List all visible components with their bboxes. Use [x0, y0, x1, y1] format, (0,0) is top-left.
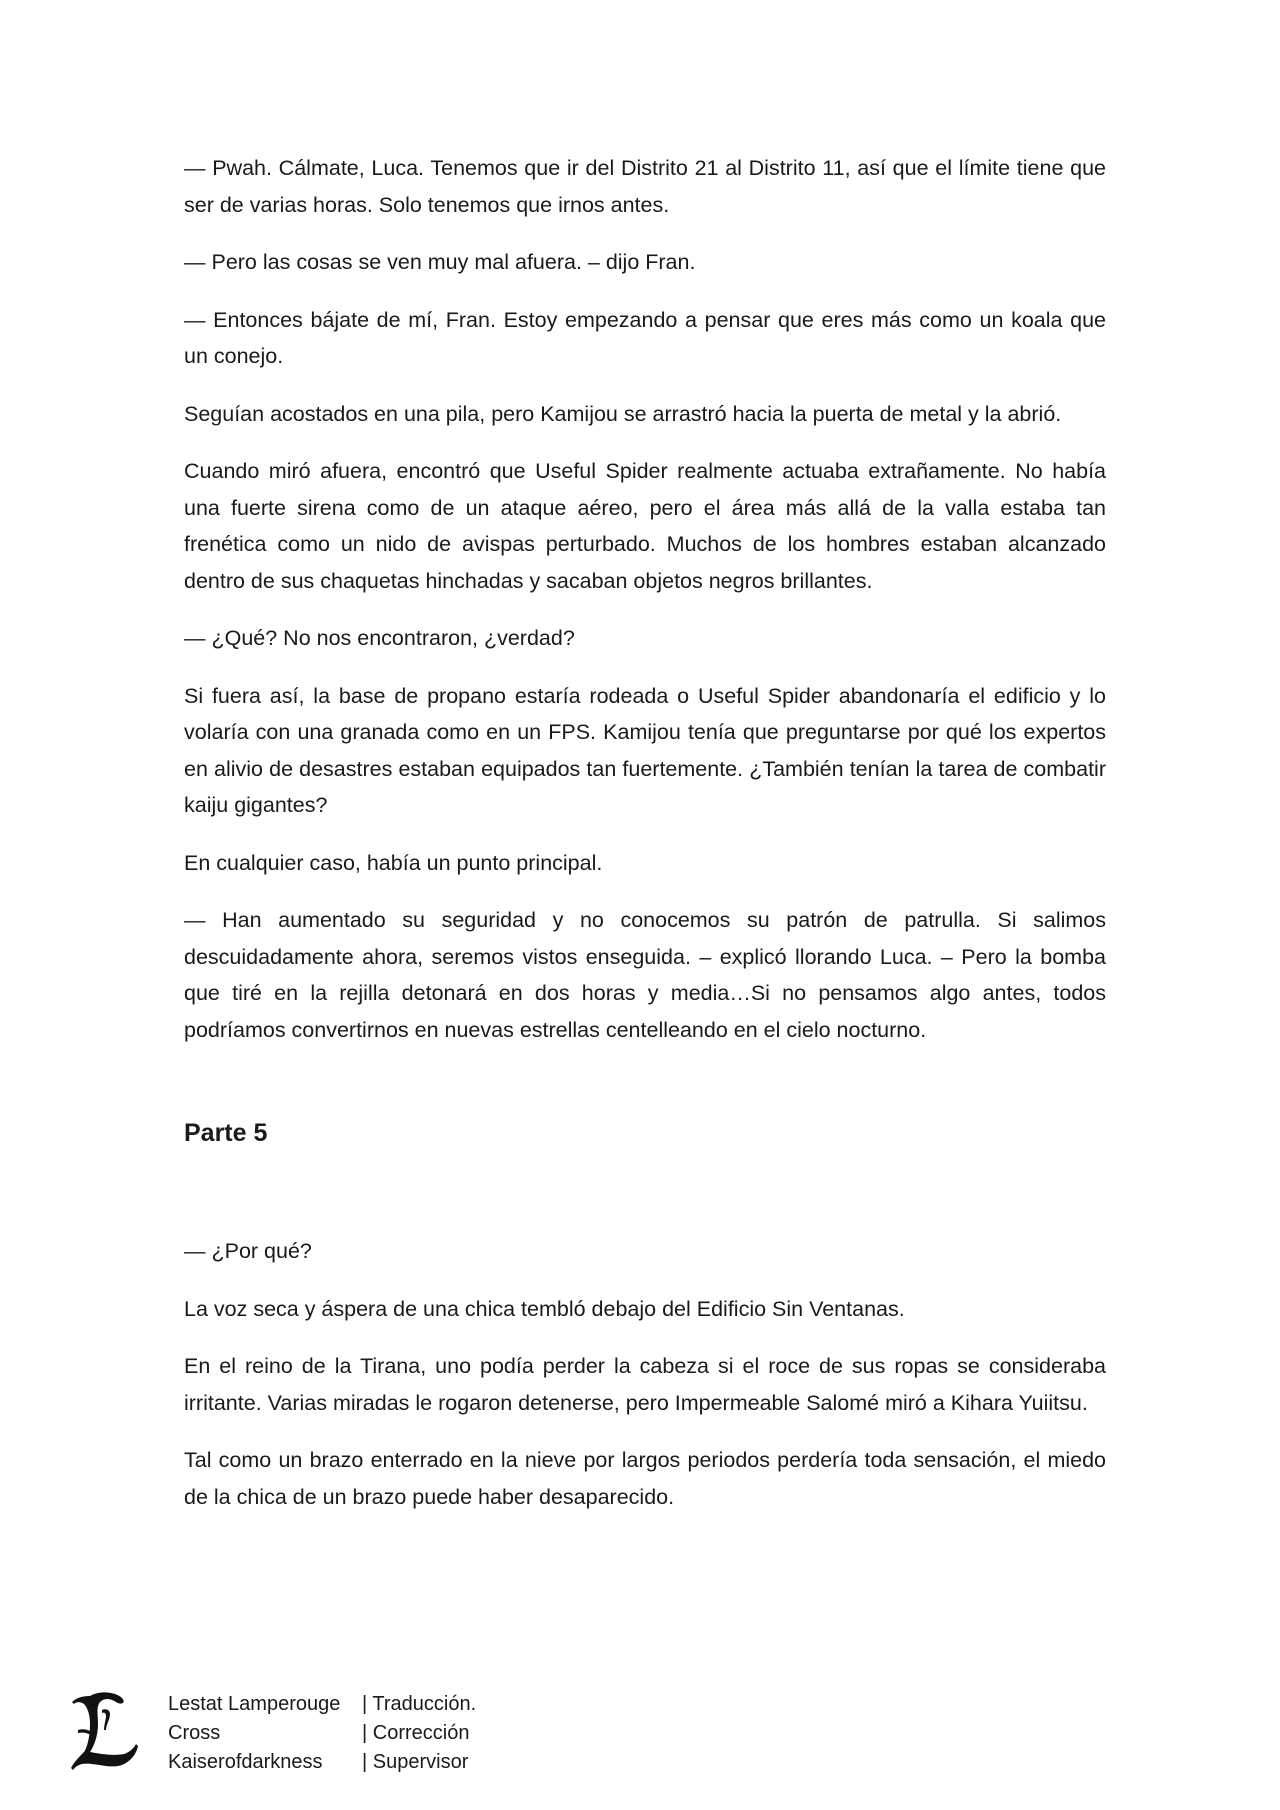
credit-row: [168, 1719, 476, 1748]
credit-name: Cross: [168, 1722, 221, 1744]
section-heading: Parte 5: [184, 1119, 268, 1147]
paragraph: — Pwah. Cálmate, Luca. Tenemos que ir del Distrito 21 al Distrito 11, así que el límite tiene que ser de varias horas. Solo tenemos que irnos antes.: [184, 156, 1106, 217]
paragraph: Cuando miró afuera, encontró que Useful Spider realmente actuaba extrañamente. No había una fuerte sirena como de un ataque aéreo, pero el área más allá de la valla estaba tan frenética como un nido de avispas perturbado. Muchos de los hombres estaban alcanzado dentro de sus chaquetas hinchadas y sacaban objetos negros brillantes.: [184, 459, 1106, 593]
paragraphs-after: [184, 1233, 1106, 1515]
heading-spacer: [184, 1151, 1106, 1233]
paragraph: — Pero las cosas se ven muy mal afuera. – dijo Fran.: [184, 250, 696, 274]
page-footer: [70, 1690, 590, 1786]
paragraph: — Han aumentado su seguridad y no conocemos su patrón de patrulla. Si salimos descuidadamente ahora, seremos vistos enseguida. – explicó llorando Luca. – Pero la bomba que tiré en la rejilla detonará en dos horas y media…Si no pensamos algo antes, todos podríamos convertirnos en nuevas estrellas centelleando en el cielo nocturno.: [184, 908, 1106, 1042]
paragraph: En el reino de la Tirana, uno podía perder la cabeza si el roce de sus ropas se consideraba irritante. Varias miradas le rogaron detenerse, pero Impermeable Salomé miró a Kihara Yuiitsu.: [184, 1354, 1106, 1415]
paragraph: Tal como un brazo enterrado en la nieve por largos periodos perdería toda sensación, el miedo de la chica de un brazo puede haber desaparecido.: [184, 1448, 1106, 1509]
credit-role: | Supervisor: [362, 1751, 469, 1773]
paragraph: — ¿Qué? No nos encontraron, ¿verdad?: [184, 626, 575, 650]
document-body: [184, 150, 1106, 1536]
paragraph: La voz seca y áspera de una chica tembló debajo del Edificio Sin Ventanas.: [184, 1296, 905, 1321]
paragraph: Si fuera así, la base de propano estaría rodeada o Useful Spider abandonaría el edificio y lo volaría con una granada como en un FPS. Kamijou tenía que preguntarse por qué los expertos en alivio de desastres estaban equipados tan fuertemente. ¿También tenían la tarea de combatir kaiju gigantes?: [184, 683, 1106, 817]
gothic-l-logo-icon: [70, 1690, 140, 1772]
paragraph: — ¿Por qué?: [184, 1239, 312, 1263]
credit-row: [168, 1748, 476, 1777]
paragraphs-before: [184, 150, 1106, 1048]
credit-name: Kaiserofdarkness: [168, 1751, 323, 1773]
paragraph: — Entonces bájate de mí, Fran. Estoy empezando a pensar que eres más como un koala que un conejo.: [184, 307, 1106, 368]
paragraph: Seguían acostados en una pila, pero Kamijou se arrastró hacia la puerta de metal y la abrió.: [184, 401, 1062, 426]
paragraph: En cualquier caso, había un punto principal.: [184, 850, 603, 875]
credit-name: Lestat Lamperouge: [168, 1693, 341, 1715]
credit-role: | Traducción.: [362, 1693, 477, 1715]
credit-role: | Corrección: [362, 1722, 470, 1744]
credits-list: [168, 1690, 476, 1777]
credit-row: [168, 1690, 476, 1719]
